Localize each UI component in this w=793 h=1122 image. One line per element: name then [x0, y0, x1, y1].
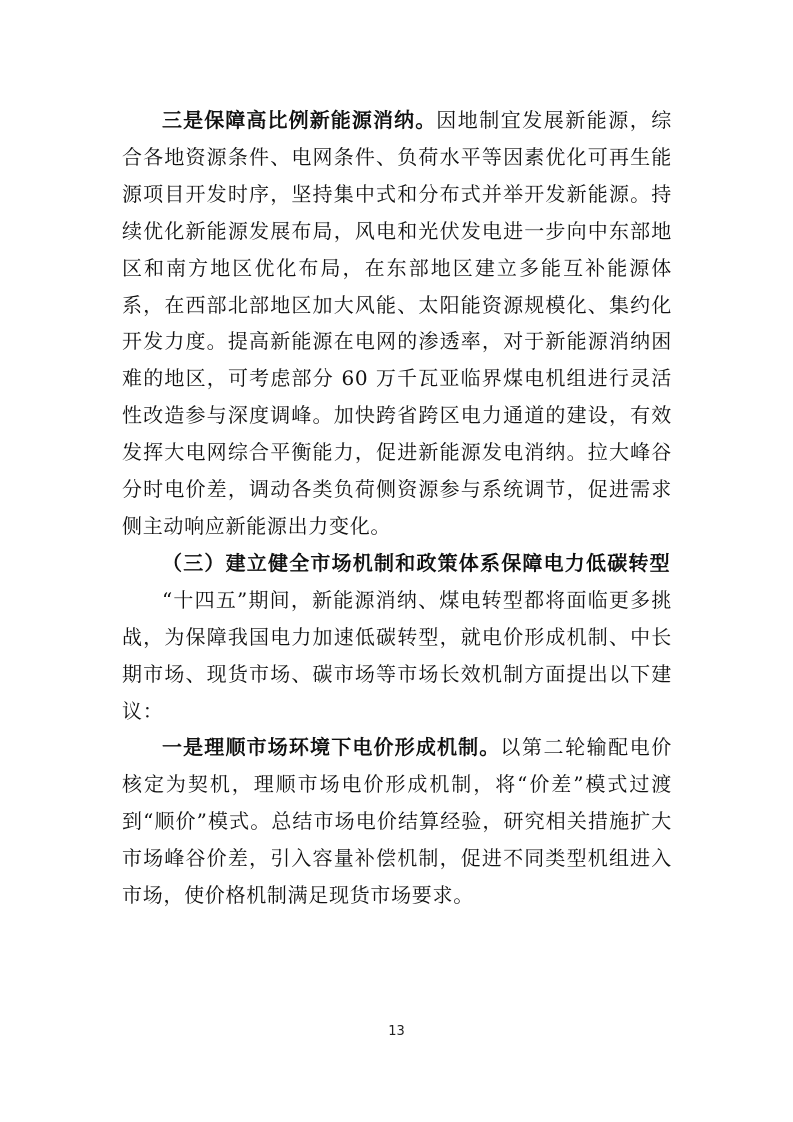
- paragraph-lead: 一是理顺市场环境下电价形成机制。: [162, 735, 501, 760]
- paragraph-five-year-plan: [122, 582, 672, 730]
- paragraph-text: “十四五”期间，新能源消纳、煤电转型都将面临更多挑战，为保障我国电力加速低碳转型，就电价形成机制、中长期市场、现货市场、碳市场等市场长效机制方面提出以下建议：: [122, 587, 672, 723]
- section-heading: （三）建立健全市场机制和政策体系保障电力低碳转型: [162, 550, 671, 575]
- paragraph-text: 因地制宜发展新能源，综合各地资源条件、电网条件、负荷水平等因素优化可再生能源项目开发时序，坚持集中式和分布式并举开发新能源。持续优化新能源发展布局，风电和光伏发电进一步向中东部地区和南方地区优化布局，在东部地区建立多能互补能源体系，在西部北部地区加大风能、太阳能资源规模化、集约化开发力度。提高新能源在电网的渗透率，对于新能源消纳困难的地区，可考虑部分 60 万千瓦亚临界煤电机组进行灵活性改造参与深度调峰。加快跨省跨区电力通道的建设，有效发挥大电网综合平衡能力，促进新能源发电消纳。拉大峰谷分时电价差，调动各类负荷侧资源参与系统调节，促进需求侧主动响应新能源出力变化。: [122, 108, 672, 538]
- document-body: [122, 102, 672, 914]
- paragraph-price-mechanism: [122, 729, 672, 914]
- paragraph-text: 以第二轮输配电价核定为契机，理顺市场电价形成机制，将“价差”模式过渡到“顺价”模式。总结市场电价结算经验，研究相关措施扩大市场峰谷价差，引入容量补偿机制，促进不同类型机组进入市场，使价格机制满足现货市场要求。: [122, 735, 672, 908]
- paragraph-lead: 三是保障高比例新能源消纳。: [162, 108, 437, 132]
- page-number: 13: [388, 1024, 405, 1039]
- paragraph-new-energy-consumption: [122, 102, 672, 545]
